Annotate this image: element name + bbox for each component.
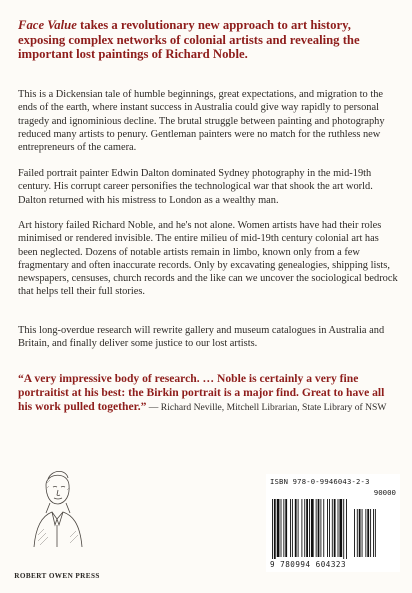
barcode-bars (272, 487, 396, 559)
body-paragraph-1: This is a Dickensian tale of humble beginnings, great expectations, and migration to the ends of the earth, where instant success in Australia could give way rapidly to personal tragedy and ignominious decline. The brutal struggle between painting and photography reduced many artists to penury. Gentleman painters were no match for the ruthless new entrepreneurs of the camera. (18, 89, 385, 154)
quote-source: — Richard Neville, Mitchell Librarian, State Library of NSW (146, 401, 387, 413)
body-paragraph-3: Art history failed Richard Noble, and he's not alone. Women artists have had their roles minimised or rendered invisible. The entire milieu of mid-19th century colonial art has been neglected. Dozens of notable artists remain in limbo, known only from a few fragmentary and often inaccurate records. Only by excavating genealogies, shipping lists, newspapers, censuses, church records and the like can we uncover the sociological bedrock that helps tell their full stories. (18, 220, 398, 298)
isbn-barcode (266, 474, 400, 572)
lead-text: takes a revolutionary new approach to art history, exposing complex networks of colonial artists and revealing the important lost paintings of Richard Noble. (18, 18, 360, 62)
isbn-number: ISBN 978-0-9946043-2-3 (270, 477, 370, 486)
publisher-name: ROBERT OWEN PRESS (14, 572, 100, 580)
book-title: Face Value (18, 18, 77, 32)
barcode-digits: 9 780994 604323 (270, 560, 347, 569)
review-quote (18, 372, 400, 415)
artist-portrait-sketch (26, 463, 88, 548)
price-addon: 90000 (373, 488, 396, 497)
body-paragraph-4: This long-overdue research will rewrite gallery and museum catalogues in Australia and Britain, and finally deliver some justice to our lost artists. (18, 325, 385, 350)
lead-paragraph (18, 18, 398, 62)
quote-text: “A very impressive body of research. … Noble is certainly a very fine portraitist at his best: the Birkin portrait is a major find. Great to have all his work pulled together.” (18, 372, 385, 413)
body-paragraph-2: Failed portrait painter Edwin Dalton dominated Sydney photography in the mid-19th century. His corrupt career personifies the technological war that shook the art world. Dalton returned with his mistress to London as a wealthy man. (18, 168, 373, 206)
